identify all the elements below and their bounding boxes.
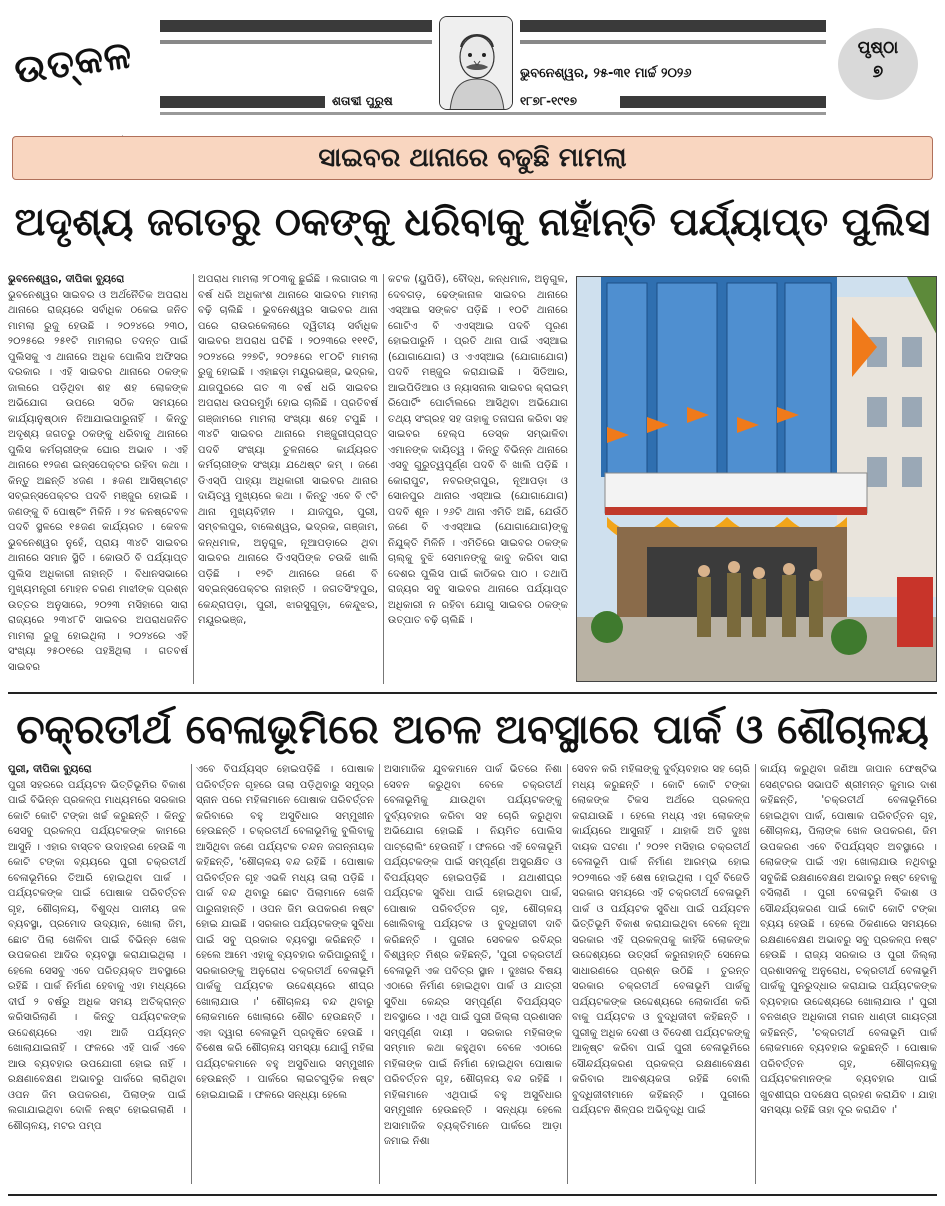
page-label: ପୃଷ୍ଠା [857,38,899,58]
column-divider [379,764,380,1184]
masthead-bar-mid-right [520,40,826,44]
story2-col2-text: ଏବେ ବିପର୍ଯ୍ୟସ୍ତ ହୋଇପଡ଼ିଛି । ପୋଷାକ ପରିବର୍ତ୍ତନ ଗୃହରେ ତାଲା ପଡ଼ିଥିବାରୁ ସମୁଦ୍ର ସ୍ନାନ ପରେ ମହିଳାମାନେ ପୋଷାକ ପରିବର୍ତ୍ତନ କରିବାରେ ବହୁ ଅସୁବିଧାର ସମ୍ମୁଖୀନ ହେଉଛନ୍ତି । ଚକ୍ରତୀର୍ଥ ବେଳାଭୂମିକୁ ବୁଲିବାକୁ ଆସିଥିବା ଜଣେ ପର୍ଯ୍ୟଟକ ଚନ୍ଦନ ଜଗନ୍ନାୟକ କହିଛନ୍ତି, 'ଶୌଚାଳୟ ବନ୍ଦ ରହିଛି । ପୋଷାକ ପରିବର୍ତ୍ତନ ଗୃହ ଏଭଳି ମଧ୍ୟ ତାଲା ପଡ଼ିଛି । ପାର୍କ ବନ୍ଦ ଥିବାରୁ ଛୋଟ ପିଲାମାନେ ଖେଳି ପାରୁନାହାନ୍ତି । ଓପନ ଜିମ ଉପକରଣ ନଷ୍ଟ ହୋଇ ଯାଇଛି । ସରକାର ପର୍ଯ୍ୟଟକଙ୍କ ସୁବିଧା ପାଇଁ ସବୁ ପ୍ରକାର ବ୍ୟବସ୍ଥା କରିଛନ୍ତି । ହେଲେ ଆମେ ଏହାକୁ ବ୍ୟବହାର କରିପାରୁନାହୁଁ । ସରକାରଙ୍କୁ ଅନୁରୋଧ ଚକ୍ରତୀର୍ଥ ବେଳାଭୂମି ପାର୍କକୁ ପର୍ଯ୍ୟଟକ ଉଦ୍ଦେଶ୍ୟରେ ଶୀଘ୍ର ଖୋଲାଯାଉ ।' ଶୌଚାଳୟ ବନ୍ଦ ଥିବାରୁ ଲୋକମାନେ ଖୋଲାରେ ଶୌଚ ହେଉଛନ୍ତି । ଏହା ଦ୍ୱାରା ବେଳାଭୂମି ପ୍ରଦୂଷିତ ହେଉଛି । ବିଶେଷ କରି ଶୌଚାଳୟ ସମସ୍ୟା ଯୋଗୁଁ ମହିଳା ପର୍ଯ୍ୟଟକମାନେ ବହୁ ଅସୁବିଧାର ସମ୍ମୁଖୀନ ହେଉଛନ୍ତି । ପାର୍କରେ ଲାଇଟଗୁଡ଼ିକ ନଷ୍ଟ ହୋଇଯାଇଛି । ଫଳରେ ସନ୍ଧ୍ୟା ହେଲେ [196,764,374,1101]
masthead-bar-mid [160,40,432,44]
story2-col3-text: ଅସାମାଜିକ ଯୁବକମାନେ ପାର୍କ ଭିତରେ ନିଶା ସେବନ କରୁଥିବା ବେଳେ ଚକ୍ରତୀର୍ଥ ବେଳାଭୂମିକୁ ଯାଉଥିବା ପର୍ଯ୍ୟଟକଙ୍କୁ ଦୁର୍ବ୍ୟବହାର କରିବା ସହ ଚୋରି କରୁଥିବା ଅଭିଯୋଗ ହୋଇଛି । ନିୟମିତ ପୋଲିସ ପାଟ୍ରୋଲିଂ ହେଉନାହିଁ । ଫଳରେ ଏହି ବେଳାଭୂମି ପର୍ଯ୍ୟଟକଙ୍କ ପାଇଁ ସମ୍ପୂର୍ଣ୍ଣ ଅସୁରକ୍ଷିତ ଓ ବିପର୍ଯ୍ୟସ୍ତ ହୋଇପଡ଼ିଛି । ଯଥାଶୀଘ୍ର ପର୍ଯ୍ୟଟକ ସୁବିଧା ପାଇଁ ହୋଇଥିବା ପାର୍କ, ପୋଷାକ ପରିବର୍ତ୍ତନ ଗୃହ, ଶୌଚାଳୟ ଖୋଲିବାକୁ ପର୍ଯ୍ୟଟକ ଓ ବୁଦ୍ଧିଜୀବୀ ଦାବି କରିଛନ୍ତି । ପୁରୀର ସେବକବ ରବିନ୍ଦ୍ର ବିଶ୍ୱନ୍ତ ମିଶ୍ର କହିଛନ୍ତି, 'ପୁରୀ ଚକ୍ରତୀର୍ଥ ବେଳାଭୂମି ଏକ ପବିତ୍ର ସ୍ଥାନ । ଦୁଃଖର ବିଷୟ ଏଠାରେ ନିର୍ମାଣ ହୋଇଥିବା ପାର୍କ ଓ ଯାତ୍ରୀ ସୁବିଧା କେନ୍ଦ୍ର ସମ୍ପୂର୍ଣ୍ଣ ବିପର୍ଯ୍ୟସ୍ତ ଅବସ୍ଥାରେ । ଏଥି ପାଇଁ ପୁରୀ ଜିଲ୍ଲା ପ୍ରଶାସନ ସମ୍ପୂର୍ଣ୍ଣ ଦାୟୀ । ସରକାର ମହିଳାଙ୍କ ସମ୍ମାନ କଥା କହୁଥିବା ବେଳେ ଏଠାରେ ମହିଳାଙ୍କ ପାଇଁ ନିର୍ମାଣ ହୋଇଥିବା ପୋଷାକ ପରିବର୍ତ୍ତନ ଗୃହ, ଶୌଚାଳୟ ବନ୍ଦ ରହିଛି । ମହିଳାମାନେ ଏଥିପାଇଁ ବହୁ ଅସୁବିଧାର ସମ୍ମୁଖୀନ ହେଉଛନ୍ତି । ସନ୍ଧ୍ୟା ହେଲେ ଅସାମାଜିକ ବ୍ୟକ୍ତିମାନେ ପାର୍କରେ ଆଡ଼ା ଜମାଇ ନିଶା [384,764,562,1147]
story2-column-3 [384,762,562,1188]
founder-portrait [439,16,513,110]
cyber-police-station-photo [576,276,937,682]
column-divider [193,274,194,684]
masthead-bar-top-right [520,20,826,32]
story-divider [8,692,937,694]
masthead-bar-bottom-left [160,96,325,108]
column-divider [191,764,192,1184]
story2-column-1 [8,762,186,1188]
story2-column-5 [760,762,937,1188]
story1-kicker: ସାଇବର ଥାନାରେ ବଢୁଛି ମାମଲା [12,136,933,180]
story2-column-4 [572,762,750,1188]
story1-column-1 [8,272,188,688]
masthead-bar-top-left [160,20,432,32]
masthead-bar-bottom-right [620,96,826,108]
story2-col1-text: ପୁରୀ ସହରରେ ପର୍ଯ୍ୟଟନ ଭିତ୍ତିଭୂମିର ବିକାଶ ପାଇଁ ବିଭିନ୍ନ ପ୍ରକଳ୍ପ ମାଧ୍ୟମରେ ସରକାର କୋଟି କୋଟି ଟଙ୍କା ଖର୍ଚ୍ଚ କରୁଛନ୍ତି । କିନ୍ତୁ ସେସବୁ ପ୍ରକଳ୍ପ ପର୍ଯ୍ୟଟକଙ୍କ କାମରେ ଆସୁନି । ଏହାର ବାସ୍ତବ ଉଦାହରଣ ହେଉଛି ୩ କୋଟି ଟଙ୍କା ବ୍ୟୟରେ ପୁରୀ ଚକ୍ରତୀର୍ଥ ବେଳାଭୂମିରେ ତିଆରି ହୋଇଥିବା ପାର୍କ । ପର୍ଯ୍ୟଟକଙ୍କ ପାଇଁ ପୋଷାକ ପରିବର୍ତ୍ତନ ଗୃହ, ଶୌଚାଳୟ, ବିଶୁଦ୍ଧ ପାନୀୟ ଜଳ ବ୍ୟବସ୍ଥା, ପ୍ରମୋଦ ଉଦ୍ୟାନ, ଖୋଲା ଜିମ, ଛୋଟ ପିଲା ଖେଳିବା ପାଇଁ ବିଭିନ୍ନ ଖେଳ ଉପକରଣ ଆଦିର ବ୍ୟବସ୍ଥା କରାଯାଇଥିଲା । ହେଲେ ସେସବୁ ଏବେ ପରିତ୍ୟକ୍ତ ଅବସ୍ଥାରେ ରହିଛି । ପାର୍କ ନିର୍ମାଣ ହେବାକୁ ଏହା ମଧ୍ୟରେ ଦୀର୍ଘ ୨ ବର୍ଷରୁ ଅଧିକ ସମୟ ଅତିକ୍ରାନ୍ତ କରିସାରିଲାଣି । କିନ୍ତୁ ପର୍ଯ୍ୟଟକଙ୍କ ଉଦ୍ଦେଶ୍ୟରେ ଏହା ଆଜି ପର୍ଯ୍ୟନ୍ତ ଖୋଲାଯାଇନାହିଁ । ଫଳରେ ଏହି ପାର୍କ ଏବେ ଆଉ ବ୍ୟବହାର ଉପଯୋଗୀ ହୋଇ ନାହିଁ । ରକ୍ଷଣାବେକ୍ଷଣ ଅଭାବରୁ ପାର୍କରେ ଲାଗିଥିବା ଓପନ ଜିମ ଉପକରଣ, ପିଲାଙ୍କ ପାଇଁ ଲଗାଯାଇଥିବା ଦୋଳି ନଷ୍ଟ ହୋଇଗଲାଣି । ଶୌଚାଳୟ, ମଟର ପମ୍ପ [8,779,186,1132]
story1-col3-text: କଟକ (ୟୁପିଡି), ବୌଦ୍ଧ, କନ୍ଧମାଳ, ଅନୁଗୁଳ, ଦେବଗଡ଼, ଢେଙ୍କାନାଳ ସାଇବର ଥାନାରେ ଏସ୍ଆଇ ସଙ୍କଟ ପଡ଼ିଛି । ୧୦ଟି ଥାନାରେ ଗୋଟିଏ ବି ଏଏସ୍ଆଇ ପଦବି ପୂରଣ ହୋଇପାରୁନି । ପ୍ରତି ଥାନା ପାଇଁ ଏସ୍ଆଇ (ଯୋଗାଯୋଗ) ଓ ଏଏସ୍ଆଇ (ଯୋଗାଯୋଗ) ପଦବି ମଞ୍ଜୁର କରାଯାଇଛି । ସିଡିଆର, ଆଇପିଡିଆର ଓ ନ୍ୟାସନାଲ ସାଇବର କ୍ରାଇମ୍ ରିପୋର୍ଟିଂ ପୋର୍ଟାଲରେ ଆସିଥିବା ଅଭିଯୋଗ ତଥ୍ୟ ସଂଗ୍ରହ ସହ ତାହାକୁ ତନାଘନା କରିବା ସହ ସାଇବର ହେଲ୍ପ ଡେସ୍କ ସମ୍ଭାଳିବା ଏମାନଙ୍କ ଦାୟିତ୍ୱ । କିନ୍ତୁ ବିଭିନ୍ନ ଥାନାରେ ଏସବୁ ଗୁରୁତ୍ୱପୂର୍ଣ୍ଣ ପଦବି ବି ଖାଲି ପଡ଼ିଛି । କୋରାପୁଟ, ନବରଙ୍ଗପୁର, ନୂଆପଡ଼ା ଓ ସୋନପୁର ଥାନାର ଏସ୍ଆଇ (ଯୋଗାଯୋଗ) ପଦବି ଶୂନ । ୨୬ଟି ଥାନା ଏମିତି ଅଛି, ଯେଉଁଠି ଜଣେ ବି ଏଏସ୍ଆଇ (ଯୋଗାଯୋଗ)ଙ୍କୁ ନିଯୁକ୍ତି ମିଳିନି । ଏମିତିରେ ସାଇବର ଠକଙ୍କ ଚାଲ୍କୁ ବୁଝି ସେମାନଙ୍କୁ କାବୁ କରିବା ସାରା ଦେଶର ପୁଲିସ ପାଇଁ କାଠିକର ପାଠ । ତଥାପି ରାଜ୍ୟର ସବୁ ସାଇବର ଥାନାରେ ପର୍ଯ୍ୟାପ୍ତ ଅଧିକାରୀ ନ ରହିବା ଯୋଗୁ ସାଇବର ଠକଙ୍କ ଉତ୍ପାତ ବଢ଼ି ଚାଲିଛି । [388,274,568,626]
founder-years: ୧୮୭୮-୧୯୧୭ [520,94,577,108]
story2-byline: ପୁରୀ, ଦୀପିକା ବ୍ୟୁରୋ [8,764,92,775]
story2-col4-text: ସେବନ କରି ମହିଳାଙ୍କୁ ଦୁର୍ବ୍ୟବହାର ସହ ଚୋରି ମଧ୍ୟ କରୁଛନ୍ତି । କୋଟି କୋଟି ଟଙ୍କା ଲୋକଙ୍କ ଟିକସ ଅର୍ଥରେ ପ୍ରକଳ୍ପ କରାଯାଉଛି । ହେଲେ ମଧ୍ୟ ଏହା ଲୋକଙ୍କ କାର୍ଯ୍ୟରେ ଆସୁନାହିଁ । ଯାହାକି ଅତି ଦୁଃଖ ଦାୟକ ଘଟଣା ।' ୨୦୨୧ ମସିହାର ଚକ୍ରତୀର୍ଥ ବେଳାଭୂମି ପାର୍କ ନିର୍ମାଣ ଆରମ୍ଭ ହୋଇ ୨୦୨୩ରେ ଏହି ଶେଷ ହୋଇଥିଲା । ପୂର୍ବ ବିଜେଡି ସରକାର ସମୟରେ ଏହି ଚକ୍ରତୀର୍ଥ ବେଳାଭୂମି ପାର୍କ ଓ ପର୍ଯ୍ୟଟକ ସୁବିଧା ପାଇଁ ପର୍ଯ୍ୟଟନ ଭିତ୍ତିଭୂମି ବିକାଶ କରାଯାଇଥିବା ବେଳେ ନୂଆ ସରକାର ଏହି ପ୍ରକଳ୍ପକୁ କାହିଁକି ଲୋକଙ୍କ ଉଦ୍ଦେଶ୍ୟରେ ଉତ୍ସର୍ଗ କରୁନାହାନ୍ତି ସେନେଇ ସାଧାରଣରେ ପ୍ରଶ୍ନ ଉଠିଛି । ତୁରନ୍ତ ସରକାର ଚକ୍ରତୀର୍ଥ ବେଳାଭୂମି ପାର୍କକୁ ପର୍ଯ୍ୟଟକଙ୍କ ଉଦ୍ଦେଶ୍ୟରେ ଲୋକାର୍ପଣ କରି ବାକୁ ପର୍ଯ୍ୟଟକ ଓ ବୁଦ୍ଧିଜୀବୀ କହିଛନ୍ତି । ପୁରୀକୁ ଅଧିକ ଦେଶୀ ଓ ବିଦେଶୀ ପର୍ଯ୍ୟଟକଙ୍କୁ ଆକୃଷ୍ଟ କରିବା ପାଇଁ ପୁରୀ ବେଳାଭୂମିରେ ସୌନ୍ଦର୍ଯ୍ୟକରଣ ପ୍ରକଳ୍ପ ରକ୍ଷଣାବେକ୍ଷଣ କରିବାର ଆବଶ୍ୟକତା ରହିଛି ବୋଲି ବୁଦ୍ଧିଜୀବୀମାନେ କହିଛନ୍ତି । ପୁରୀରେ ପର୍ଯ୍ୟଟନ ଶିଳ୍ପର ଅଭିବୃଦ୍ଧି ପାଇଁ [572,764,750,1116]
column-divider [567,764,568,1184]
story2-col5-text: କାର୍ଯ୍ୟ କରୁଥିବା ଜଣିଆ ଜାପାନ ଫେଷ୍ଟିଭ ସେଣ୍ଟରର ସଭାପତି ଶ୍ରୀମନ୍ତ କୁମାର ଦାଶ କହିଛନ୍ତି, 'ଚକ୍ରତୀର୍ଥ ବେଳାଭୂମିରେ ହୋଇଥିବା ପାର୍କ, ପୋଷାକ ପରିବର୍ତ୍ତନ ଗୃହ, ଶୌଚାଳୟ, ପିଲାଙ୍କ ଖେଳ ଉପକରଣ, ଜିମ ଉପକରଣ ଏବେ ବିପର୍ଯ୍ୟସ୍ତ ଅବସ୍ଥାରେ । ଲୋକଙ୍କ ପାଇଁ ଏହା ଖୋଲାଯାଉ ନଥିବାରୁ ସବୁକିଛି ରକ୍ଷଣାବେକ୍ଷଣ ଅଭାବରୁ ନଷ୍ଟ ହେବାକୁ ବସିଲାଣି । ପୁରୀ ବେଳାଭୂମି ବିକାଶ ଓ ସୌନ୍ଦର୍ଯ୍ୟକରଣ ପାଇଁ କୋଟି କୋଟି ଟଙ୍କା ବ୍ୟୟ ହେଉଛି । ହେଲେ ଠିକଣାରେ ସମୟରେ ରକ୍ଷଣାବେକ୍ଷଣ ଅଭାବରୁ ସବୁ ପ୍ରକଳ୍ପ ନଷ୍ଟ ହେଉଛି । ରାଜ୍ୟ ସରକାର ଓ ପୁରୀ ଜିଲ୍ଲା ପ୍ରଶାସନକୁ ଅନୁରୋଧ, ଚକ୍ରତୀର୍ଥ ବେଳାଭୂମି ପାର୍କକୁ ପୁନରୁଦ୍ଧାର କରାଯାଇ ପର୍ଯ୍ୟଟକଙ୍କ ବ୍ୟବହାର ଉଦ୍ଦେଶ୍ୟରେ ଖୋଲାଯାଉ ।' ପୁରୀ ବନଖଣ୍ଡ ଅଧିକାରୀ ମଗନ ଧାଣ୍ଡୀ ଗାୟତ୍ରୀ କହିଛନ୍ତି, 'ଚକ୍ରତୀର୍ଥ ବେଳାଭୂମି ପାର୍କ ଲୋକମାନେ ବ୍ୟବହାର କରୁଛନ୍ତି । ପୋଷାକ ପରିବର୍ତ୍ତନ ଗୃହ, ଶୌଚାଳୟକୁ ପର୍ଯ୍ୟଟକମାନଙ୍କ ବ୍ୟବହାର ପାଇଁ ଖୁବଶୀଘ୍ର ପଦକ୍ଷେପ ଗ୍ରହଣ କରାଯିବ । ଯାହା ସମସ୍ୟା ରହିଛି ତାହା ଦୂର କରାଯିବ ।' [760,764,937,1116]
story1-column-3 [388,272,568,688]
story1-column-2 [198,272,378,688]
masthead-bar-under [160,112,826,115]
masthead-tagline: ଶତାବ୍ଦୀ ପୁରୁଷ [332,94,393,108]
story1-col1-text: ଭୁବନେଶ୍ୱର ସାଇବର ଓ ଅର୍ଥନୈତିକ ଅପରାଧ ଥାନାରେ ରାଜ୍ୟରେ ସର୍ବାଧିକ ଠକେଇ ଜନିତ ମାମଲା ରୁଜୁ ହେଉଛି । ୨୦୨୪ରେ ୨୩୦, ୨୦୨୫ରେ ୨୫୧ଟି ମାମଲାର ତଦନ୍ତ ପାଇଁ ପୁଲିସକୁ ଏ ଥାନାରେ ଅଧିକ ପୋଲିସ ଅଫିସର ଦରକାର । ଏହି ସାଇବର ଥାନାରେ ଠକଙ୍କ ଜାଲରେ ପଡ଼ିଥିବା ଶହ ଶହ ଲୋକଙ୍କ ଅଭିଯୋଗ ଉପରେ ସଠିକ ସମୟରେ କାର୍ଯ୍ୟାନୁଷ୍ଠାନ ନିଆଯାଇପାରୁନାହିଁ । କିନ୍ତୁ ଅଦୃଶ୍ୟ ଜଗତରୁ ଠକଙ୍କୁ ଧରିବାକୁ ଥାନାରେ ପୁଲିସ କର୍ମଚାରୀଙ୍କ ଘୋର ଅଭାବ । ଏହି ଥାନାରେ ୧୨ଜଣ ଇନ୍ସପେକ୍ଟର ରହିବା କଥା । କିନ୍ତୁ ଅଛନ୍ତି ୪ଜଣ । ୫ଜଣ ଆସିଷ୍ଟାଣ୍ଟ ସବ୍ଇନ୍ସପେକ୍ଟର ପଦବି ମଞ୍ଜୁର ହୋଇଛି । ଜଣଙ୍କୁ ବି ପୋଷ୍ଟିଂ ମିଳିନି । ୨୪ କନଷ୍ଟେବଳ ପଦବି ସ୍ଥଳରେ ୧୫ଜଣ କାର୍ଯ୍ୟରତ । କେବଳ ଭୁବନେଶ୍ୱର ନୁହେଁ, ପ୍ରାୟ ୩୪ଟି ସାଇବର ଥାନାରେ ସମାନ ସ୍ଥିତି । କୋଉଠି ବି ପର୍ଯ୍ୟାପ୍ତ ପୁଲିସ ଅଧିକାରୀ ନାହାନ୍ତି । ବିଧାନସଭାରେ ମୁଖ୍ୟମନ୍ତ୍ରୀ ମୋହନ ଚରଣ ମାଝୀଙ୍କ ପ୍ରଶ୍ନ ଉତ୍ତର ଅନୁସାରେ, ୨୦୨୩ ମସିହାରେ ସାରା ରାଜ୍ୟରେ ୨୩୪୮ଟି ସାଇବର ଅପରାଧଜନିତ ମାମଲା ରୁଜୁ ହୋଇଥିଲା । ୨୦୨୪ରେ ଏହି ସଂଖ୍ୟା ୨୫୦୧ରେ ପହଞ୍ଚିଥିଲା । ଗତବର୍ଷ ସାଇବର [8,289,188,673]
column-divider [383,274,384,684]
page-bottom-rule [8,1194,937,1196]
story2-column-2 [196,762,374,1188]
story1-headline: ଅଦୃଶ୍ୟ ଜଗତରୁ ଠକଙ୍କୁ ଧରିବାକୁ ନାହାଁନ୍ତି ପର୍ଯ୍ୟାପ୍ତ ପୁଲିସ [14,199,931,245]
page-number: ୭ [872,62,884,82]
column-divider [755,764,756,1184]
masthead [0,0,945,118]
story1-byline: ଭୁବନେଶ୍ୱର, ଦୀପିକା ବ୍ୟୁରୋ [8,274,125,285]
story1-col2-text: ଅପରାଧ ମାମଲା ୨୮୦୩କୁ ଛୁଇଁଛି । ଲଗାତାର ୩ ବର୍ଷ ଧରି ଅଧିକାଂଶ ଥାନାରେ ସାଇବର ମାମଲା ବଢ଼ି ଚାଲିଛି । ଭୁବନେଶ୍ୱର ସାଇବର ଥାନା ପରେ ରାଉରକେଲାରେ ଦ୍ୱିତୀୟ ସର୍ବାଧିକ ସାଇବର ଅପରାଧ ଘଟିଛି । ୨୦୨୩ରେ ୧୧୧ଟି, ୨୦୨୪ରେ ୨୨୭ଟି, ୨୦୨୫ରେ ୧୮୦ଟି ମାମଲା ରୁଜୁ ହୋଇଛି । ଏହାଛଡ଼ା ମୟୂରଭଞ୍ଜ, ଭଦ୍ରକ, ଯାଜପୁରରେ ଗତ ୩ ବର୍ଷ ଧରି ସାଇବର ଅପରାଧ ଉପରମୁହାଁ ହୋଇ ଚାଲିଛି । ପ୍ରତିବର୍ଷ ଗଞ୍ଜାମରେ ମାମଲା ସଂଖ୍ୟା ଶହେ ଟପୁଛି । ୩୪ଟି ସାଇବର ଥାନାରେ ମଞ୍ଜୁରୀପ୍ରାପ୍ତ ପଦବି ସଂଖ୍ୟା ତୁଳନାରେ କାର୍ଯ୍ୟରତ କର୍ମଚାରୀଙ୍କ ସଂଖ୍ୟା ଯଥେଷ୍ଟ କମ୍ । ଜଣେ ଡିଏସ୍ପି ପାହ୍ୟା ଅଧିକାରୀ ସାଇବର ଥାନାର ଦାୟିତ୍ୱ ମୁଖ୍ୟରେ କଥା । କିନ୍ତୁ ଏବେ ବି ୯ଟି ଥାନା ମୁଖ୍ୟବିହୀନ । ଯାଜପୁର, ପୁରୀ, ସମ୍ବଲପୁର, ବାଲେଶ୍ୱର, ଭଦ୍ରକ, ଗଞ୍ଜାମ, କନ୍ଧମାଳ, ଅନୁଗୁଳ, ନୂଆପଡ଼ାରେ ଥିବା ସାଇବର ଥାନାରେ ଡିଏସ୍ପିଙ୍କ ଚଉକି ଖାଲି ପଡ଼ିଛି । ୧୨ଟି ଥାନାରେ ଜଣେ ବି ସବ୍ଇନ୍ସପେକ୍ଟର ନାହାନ୍ତି । ଜଗତସିଂହପୁର, କେନ୍ଦ୍ରାପଡ଼ା, ପୁରୀ, ଝାରସୁଗୁଡ଼ା, କେନ୍ଦୁଝର, ମୟୂରଭଞ୍ଜ, [198,274,378,626]
issue-date: ଭୁବନେଶ୍ୱର, ୨୫-୩୧ ମାର୍ଚ୍ଚ ୨୦୨୬ [520,66,692,81]
page-badge [838,28,918,100]
newspaper-logo: ଉତ୍କଳ [11,31,135,93]
story2-headline: ଚକ୍ରତୀର୍ଥ ବେଳାଭୂମିରେ ଅଚଳ ଅବସ୍ଥାରେ ପାର୍କ ଓ ଶୌଚାଳୟ [16,706,929,753]
